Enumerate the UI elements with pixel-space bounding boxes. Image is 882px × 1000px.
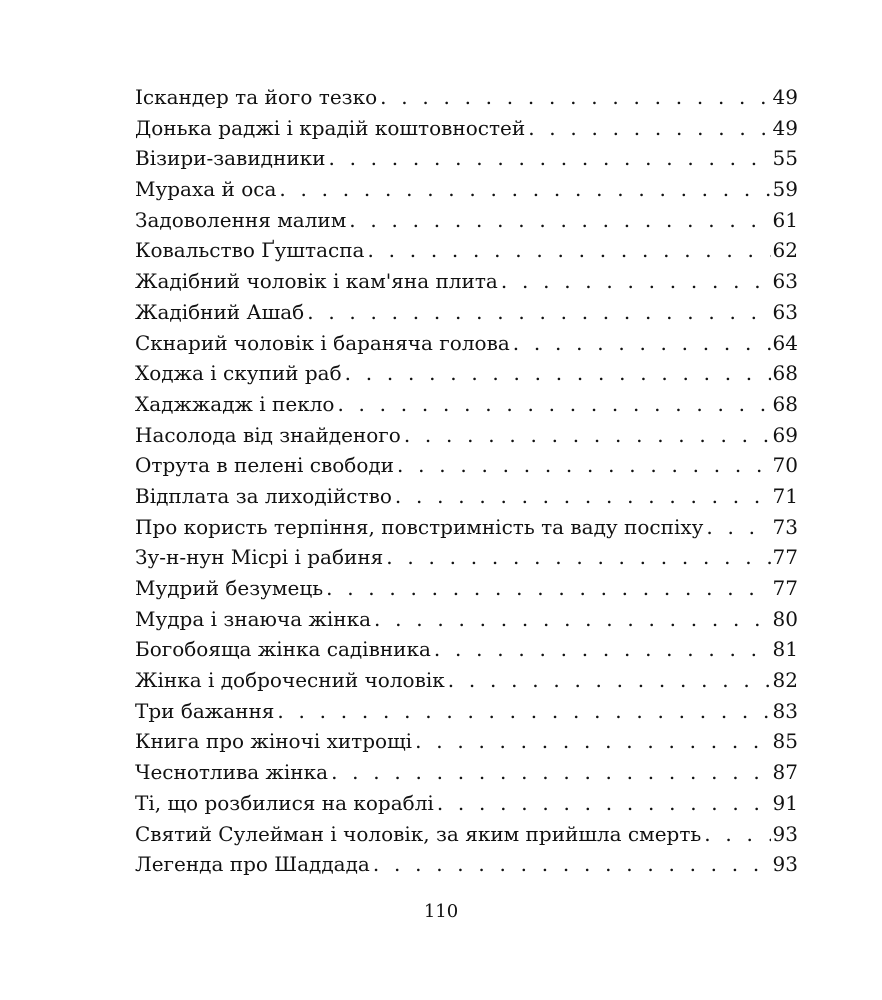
toc-entry xyxy=(135,512,798,543)
toc-entry-page: 68 xyxy=(772,361,798,386)
page-number: 110 xyxy=(423,901,459,922)
toc-entry xyxy=(135,420,798,451)
toc-entry-page: 55 xyxy=(772,146,798,171)
toc-entry-title: Книга про жіночі хитрощі xyxy=(135,729,413,754)
dot-leader xyxy=(404,420,771,451)
toc-entry xyxy=(135,849,798,880)
toc-entry-page: 82 xyxy=(772,668,798,693)
toc-entry-page: 68 xyxy=(772,391,798,416)
toc-entry xyxy=(135,573,798,604)
dot-leader xyxy=(415,726,770,757)
toc-entry-page: 49 xyxy=(772,115,798,140)
toc-entry xyxy=(135,235,798,266)
dot-leader xyxy=(277,696,770,727)
toc-entry-page: 93 xyxy=(772,821,798,846)
toc-entry-page: 62 xyxy=(772,238,798,263)
toc-entry-title: Жінка і доброчесний чоловік xyxy=(135,668,445,693)
toc-entry-title: Іскандер та його тезко xyxy=(135,85,378,109)
toc-entry xyxy=(135,757,798,788)
dot-leader xyxy=(437,788,771,819)
dot-leader xyxy=(501,266,771,297)
dot-leader xyxy=(397,450,771,481)
toc-entry-page: 71 xyxy=(772,483,798,508)
toc-entry xyxy=(135,82,798,113)
toc-entry-title: Задоволення малим xyxy=(135,207,347,232)
dot-leader xyxy=(279,174,770,205)
toc-entry-page: 70 xyxy=(772,453,798,478)
toc-entry-title: Мудрий безумець xyxy=(135,576,324,600)
toc-entry xyxy=(135,481,798,512)
dot-leader xyxy=(704,819,770,850)
toc-entry-title: Хаджжадж і пекло xyxy=(135,391,335,416)
dot-leader xyxy=(380,82,770,113)
dot-leader xyxy=(337,389,770,420)
toc-entry-page: 64 xyxy=(772,330,798,355)
toc-entry-title: Візири-завидники xyxy=(135,146,326,171)
toc-entry-title: Чеснотлива жінка xyxy=(135,760,329,785)
toc-entry-page: 69 xyxy=(772,422,798,447)
toc-entry-title: Жадібний Ашаб xyxy=(135,299,305,324)
toc-entry-page: 80 xyxy=(772,606,798,631)
toc-entry-title: Три бажання xyxy=(135,698,275,723)
toc-entry-title: Мураха й оса xyxy=(135,177,277,202)
toc-entry-title: Богобояща жінка садівника xyxy=(135,637,431,662)
toc-entry-title: Отрута в пелені свободи xyxy=(135,453,395,478)
toc-entry-title: Легенда про Шаддада xyxy=(135,852,370,877)
toc-entry xyxy=(135,205,798,236)
toc-entry-page: 77 xyxy=(772,545,798,570)
toc-entry-title: Ходжа і скупий раб xyxy=(135,361,342,386)
dot-leader xyxy=(307,297,770,328)
toc-entry xyxy=(135,542,798,573)
toc-entry-title: Ковальство Ґуштаспа xyxy=(135,238,365,263)
toc-entry-title: Про користь терпіння, повстримність та ваду поспіху xyxy=(135,514,704,539)
dot-leader xyxy=(386,542,770,573)
toc-entry xyxy=(135,819,798,850)
dot-leader xyxy=(434,634,771,665)
toc-entry xyxy=(135,266,798,297)
toc-entry xyxy=(135,696,798,727)
toc-entry-page: 81 xyxy=(772,637,798,662)
dot-leader xyxy=(374,604,771,635)
dot-leader xyxy=(326,573,770,604)
dot-leader xyxy=(373,849,771,880)
dot-leader xyxy=(349,205,770,236)
toc-entry-title: Насолода від знайденого xyxy=(135,422,401,447)
dot-leader xyxy=(395,481,771,512)
toc-entry xyxy=(135,358,798,389)
toc-entry xyxy=(135,174,798,205)
toc-entry-page: 61 xyxy=(772,207,798,232)
dot-leader xyxy=(331,757,770,788)
toc-entry xyxy=(135,389,798,420)
toc-entry-page: 77 xyxy=(772,576,798,600)
dot-leader xyxy=(345,358,771,389)
dot-leader xyxy=(513,328,771,359)
toc-entry-page: 87 xyxy=(772,760,798,785)
toc-entry-title: Відплата за лиходійство xyxy=(135,483,392,508)
toc-entry-title: Жадібний чоловік і кам'яна плита xyxy=(135,269,498,294)
toc-entry-page: 91 xyxy=(772,790,798,815)
dot-leader xyxy=(706,512,770,543)
toc-entry xyxy=(135,450,798,481)
toc-entry-page: 73 xyxy=(772,514,798,539)
toc-entry-page: 83 xyxy=(772,698,798,723)
dot-leader xyxy=(528,113,770,144)
toc-entry-page: 63 xyxy=(772,269,798,294)
toc-entry xyxy=(135,726,798,757)
toc-entry xyxy=(135,297,798,328)
dot-leader xyxy=(328,143,770,174)
toc-entry-title: Святий Сулейман і чоловік, за яким прийшла смерть xyxy=(135,821,702,846)
toc-entry-page: 59 xyxy=(772,177,798,202)
toc-entry-title: Донька раджі і крадій коштовностей xyxy=(135,115,526,140)
toc-entry xyxy=(135,665,798,696)
toc-entry-page: 93 xyxy=(772,852,798,877)
toc-entry xyxy=(135,604,798,635)
dot-leader xyxy=(448,665,771,696)
toc-entry-page: 63 xyxy=(772,299,798,324)
toc-entry-page: 85 xyxy=(772,729,798,754)
toc-entry-title: Мудра і знаюча жінка xyxy=(135,606,372,631)
table-of-contents xyxy=(135,82,798,880)
toc-entry-title: Ті, що розбилися на кораблі xyxy=(135,790,434,815)
toc-entry xyxy=(135,788,798,819)
dot-leader xyxy=(367,235,770,266)
toc-entry xyxy=(135,113,798,144)
toc-entry xyxy=(135,143,798,174)
toc-entry xyxy=(135,328,798,359)
toc-entry-title: Скнарий чоловік і бараняча голова xyxy=(135,330,510,355)
toc-entry-page: 49 xyxy=(772,85,798,109)
toc-entry xyxy=(135,634,798,665)
toc-entry-title: Зу-н-нун Місрі і рабиня xyxy=(135,545,384,570)
